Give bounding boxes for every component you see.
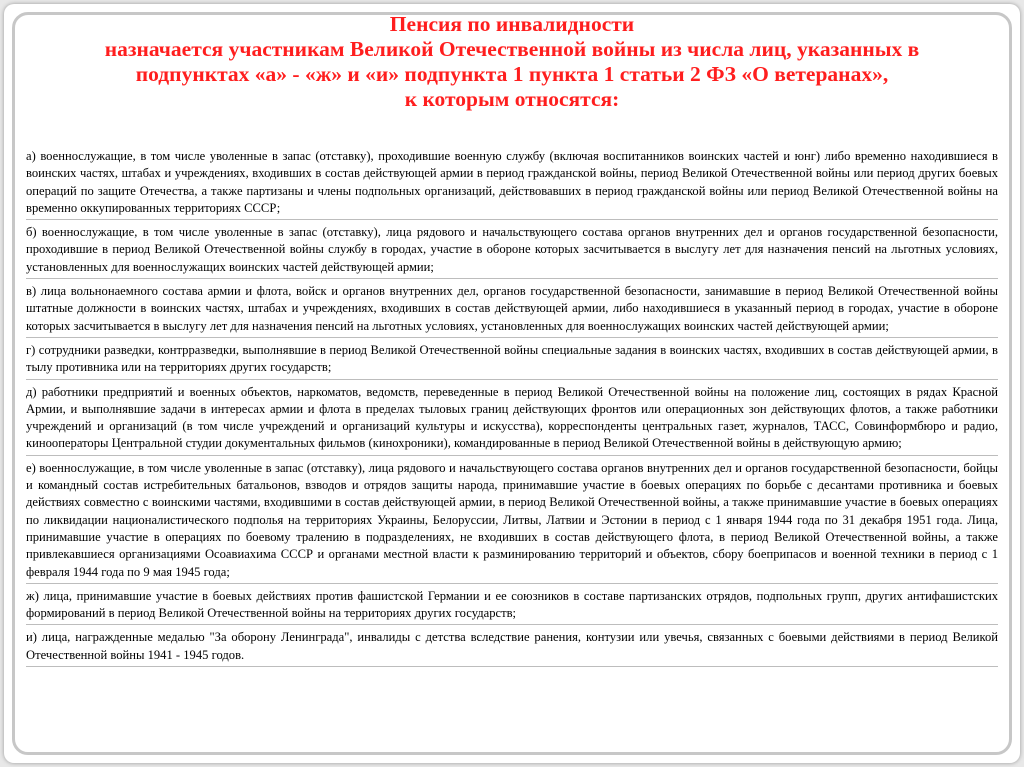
paragraph-a: а) военнослужащие, в том числе уволенные в запас (отставку), проходившие военную службу (включая воспитанников воинских частей и юнг) либо временно находившиеся в воинских частях, штабах и учреждениях, входивших в состав действующей армии в период гражданской войны, период Великой Отечественной войны или период других боевых операций по защите Отечества, а также партизаны и члены подпольных организаций, действовавших в период гражданской войны или период Великой Отечественной войны на временно оккупированных территориях СССР; [26, 148, 998, 220]
title-line-2: назначается участникам Великой Отечественной войны из числа лиц, указанных в [104, 37, 920, 61]
title-line-1: Пенсия по инвалидности [389, 12, 635, 36]
paragraph-e: е) военнослужащие, в том числе уволенные в запас (отставку), лица рядового и начальствующего состава органов внутренних дел и органов государственной безопасности, бойцы и командный состав истребительных батальонов, взводов и отрядов защиты народа, принимавшие участие в боевых операциях по борьбе с десантами противника и боевых действиях совместно с воинскими частями, входившими в состав действующей армии, в период Великой Отечественной войны, а также принимавшие участие в боевых операциях по ликвидации националистического подполья на территориях Украины, Белоруссии, Литвы, Латвии и Эстонии в период с 1 января 1944 года по 31 декабря 1951 года. Лица, принимавшие участие в операциях по боевому тралению в подразделениях, не входивших в состав действующего флота, в период Великой Отечественной войны, а также привлекавшиеся организациями Осоавиахима СССР и органами местной власти к разминированию территорий и объектов, сбору боеприпасов и военной техники в период с 1 февраля 1944 года по 9 мая 1945 года; [26, 460, 998, 584]
paragraph-g: г) сотрудники разведки, контрразведки, выполнявшие в период Великой Отечественной войны специальные задания в воинских частях, входивших в состав действующей армии, в тылу противника или на территориях других государств; [26, 342, 998, 380]
paragraph-i: и) лица, награжденные медалью "За оборону Ленинграда", инвалиды с детства вследствие ранения, контузии или увечья, связанных с боевыми действиями в период Великой Отечественной войны 1941 - 1945 годов. [26, 629, 998, 667]
slide [4, 4, 1020, 763]
paragraph-v: в) лица вольнонаемного состава армии и флота, войск и органов внутренних дел, органов государственной безопасности, занимавшие в период Великой Отечественной войны штатные должности в воинских частях, штабах и учреждениях, входивших в состав действующей армии, либо находившиеся в указанный период в городах, участие в обороне которых засчитывается в выслугу лет для назначения пенсий на льготных условиях, установленных для военнослужащих воинских частей действующей армии; [26, 283, 998, 338]
paragraph-d: д) работники предприятий и военных объектов, наркоматов, ведомств, переведенные в период Великой Отечественной войны на положение лиц, состоящих в рядах Красной Армии, и выполнявшие задачи в интересах армии и флота в пределах тыловых границ действующих фронтов или операционных зон действующих флотов, а также работники учреждений и организаций (в том числе учреждений и организаций культуры и искусства), корреспонденты центральных газет, журналов, ТАСС, Совинформбюро и радио, кинооператоры Центральной студии документальных фильмов (кинохроники), командированные в период Великой Отечественной войны в действующую армию; [26, 384, 998, 456]
paragraph-b: б) военнослужащие, в том числе уволенные в запас (отставку), лица рядового и начальствующего состава органов внутренних дел и органов государственной безопасности, проходившие в период Великой Отечественной войны службу в городах, участие в обороне которых засчитывается в выслугу лет для назначения пенсий на льготных условиях, установленных для военнослужащих воинских частей действующей армии; [26, 224, 998, 279]
title-line-3: подпунктах «а» - «ж» и «и» подпункта 1 пункта 1 статьи 2 ФЗ «О ветеранах», [135, 62, 889, 86]
paragraph-list [26, 148, 998, 671]
slide-title [18, 12, 1006, 112]
title-line-4: к которым относятся: [404, 87, 620, 111]
paragraph-zh: ж) лица, принимавшие участие в боевых действиях против фашистской Германии и ее союзников в составе партизанских отрядов, подпольных групп, других антифашистских формирований в период Великой Отечественной войны на территориях других государств; [26, 588, 998, 626]
